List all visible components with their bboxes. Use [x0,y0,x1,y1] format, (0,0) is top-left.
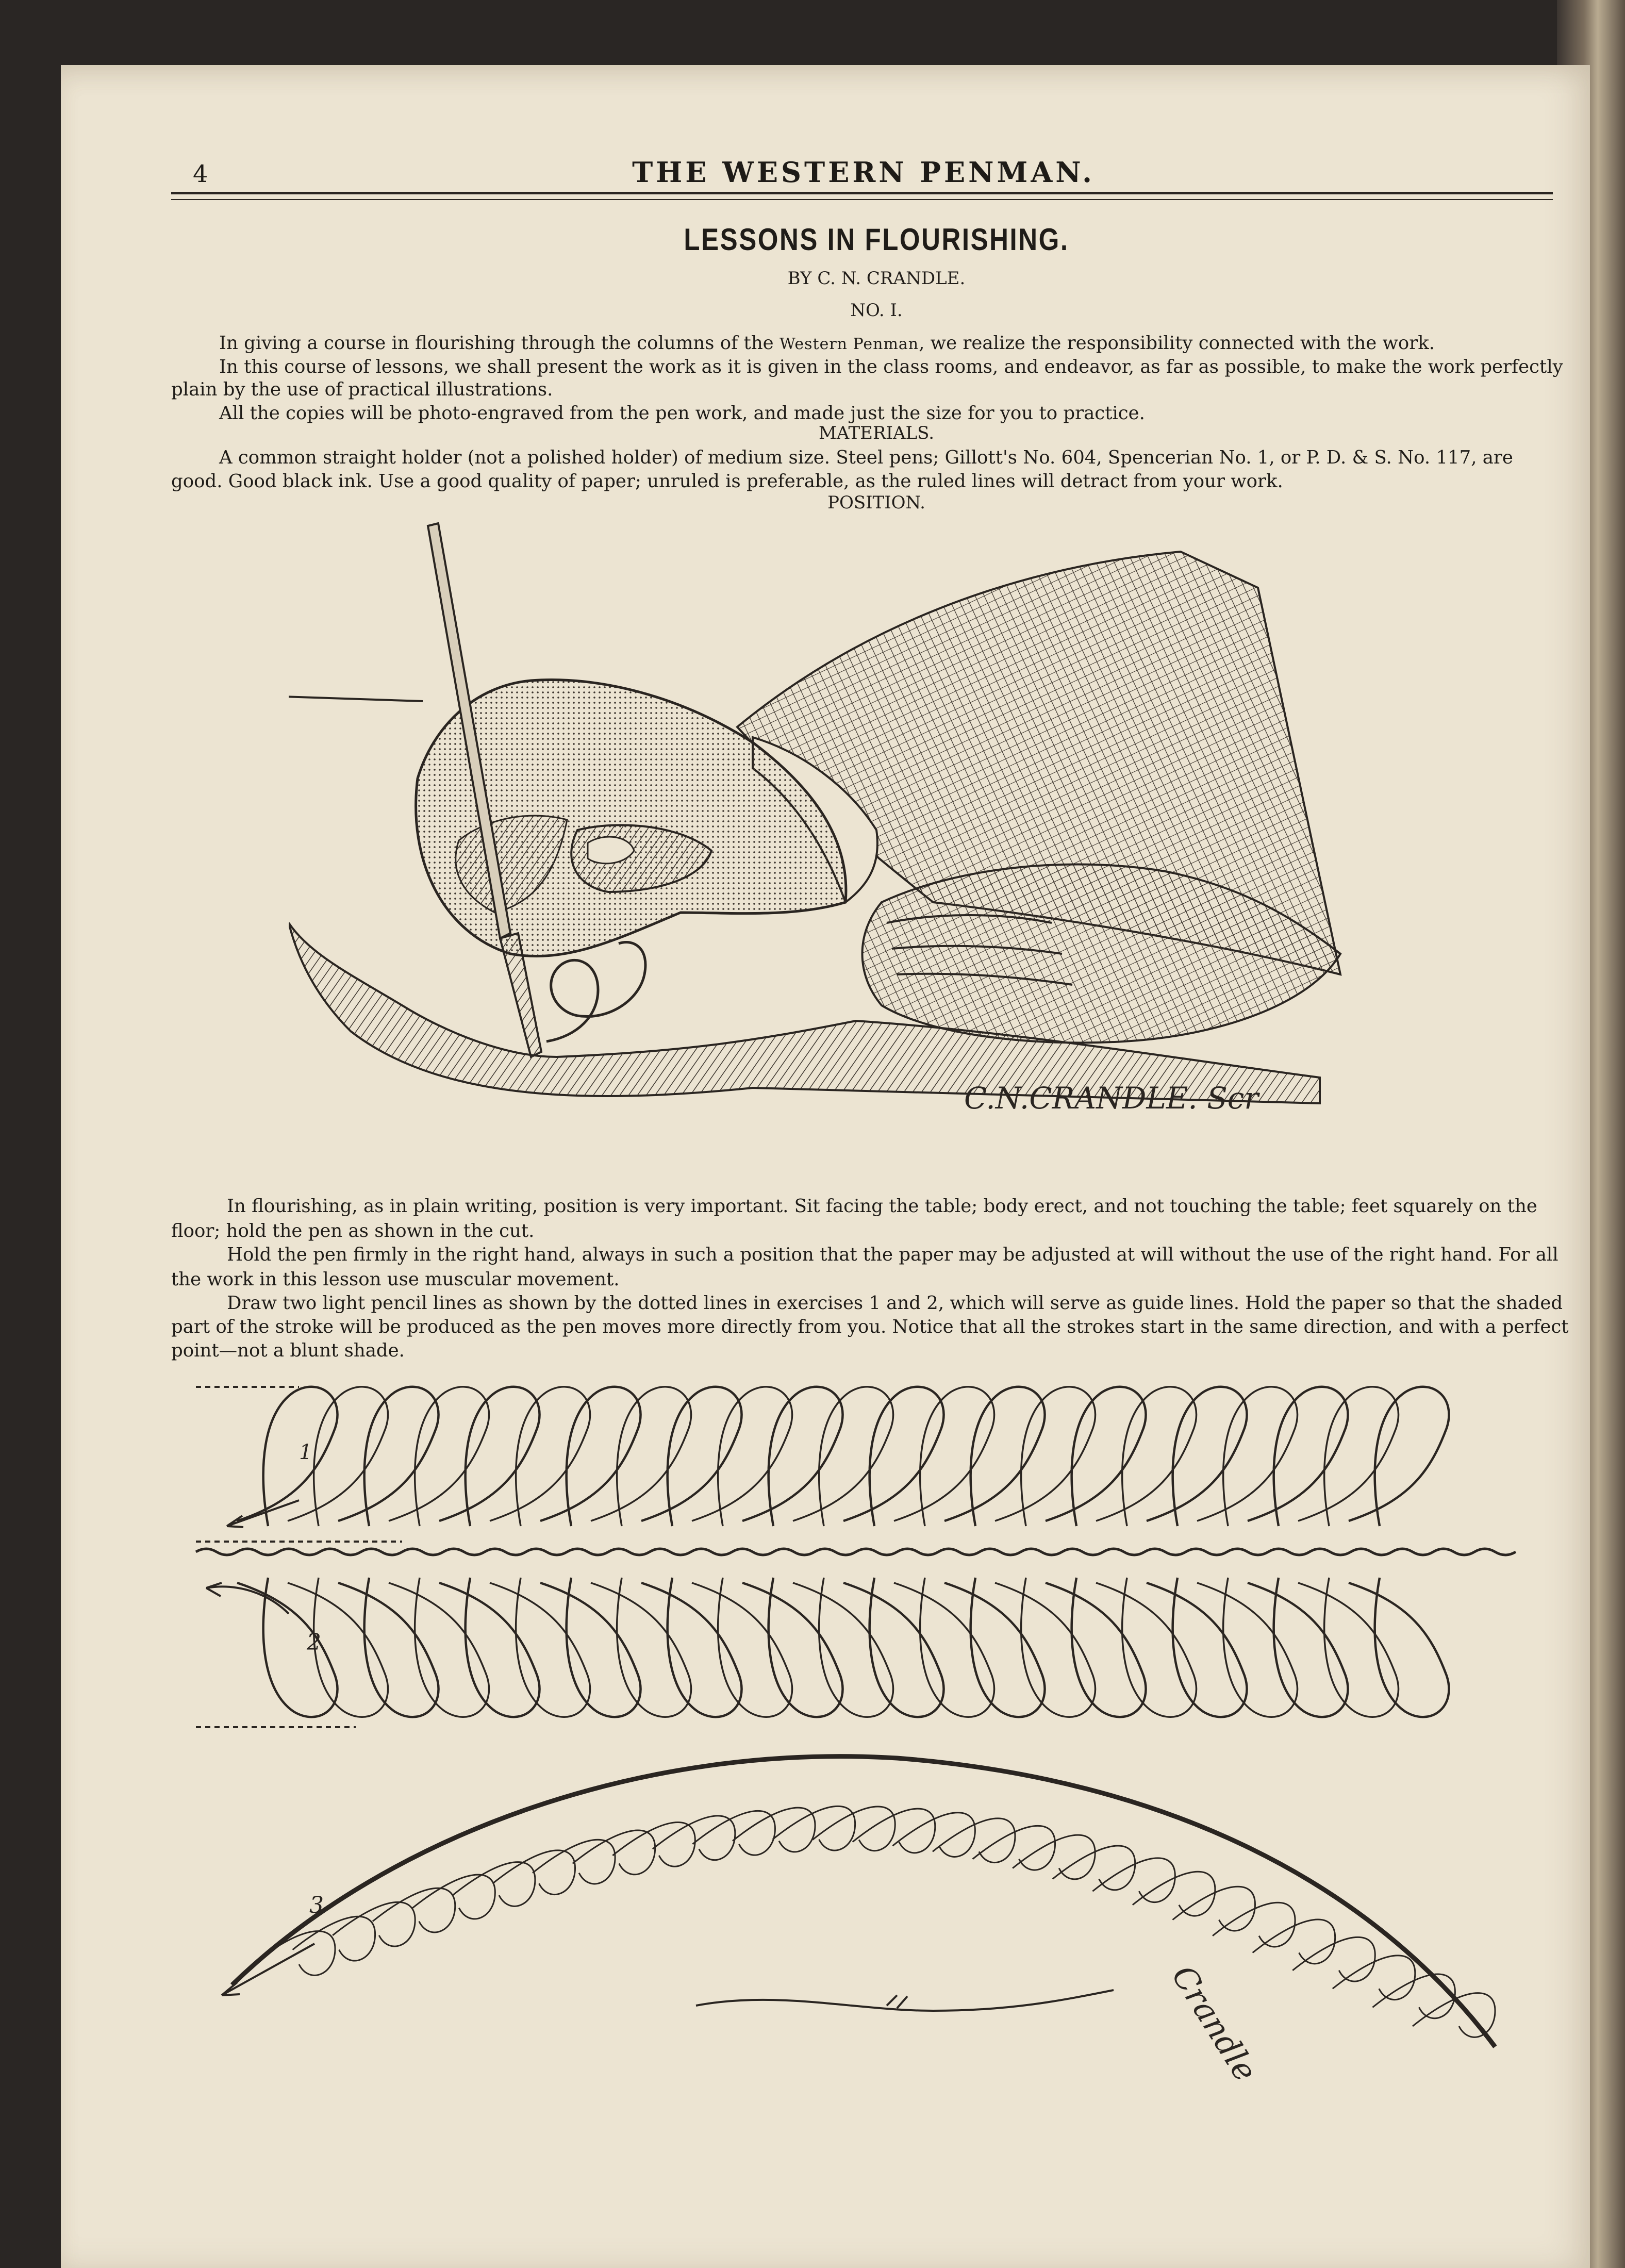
journal-title: THE WESTERN PENMAN. [632,156,1095,189]
position-line-5: Draw two light pencil lines as shown by the dotted lines in exercises 1 and 2, which will serve as guide lines. Hold the paper so that the shaded [227,1293,1563,1314]
position-line-1: In flourishing, as in plain writing, position is very important. Sit facing the table; body erect, and not touching the table; feet squarely on the [227,1196,1537,1217]
arrow-1 [227,1500,299,1527]
lesson-number: NO. I. [850,300,903,321]
position-line-4: the work in this lesson use muscular movement. [171,1269,620,1290]
exercise-3-loop [773,1806,855,1850]
position-line-2: floor; hold the pen as shown in the cut. [171,1220,535,1241]
pen-flourish [546,942,645,1042]
exercise-3-loop [333,1902,415,1946]
exercise-1-loop [1349,1387,1449,1526]
header-rule [171,192,1553,194]
intro-text-end: , we realize the responsibility connected with the work. [919,333,1435,354]
intro-paragraph-2-line-2: plain by the use of practical illustrations. [171,379,553,400]
journal-name-smallcaps: Western Penman [779,335,919,353]
exercise-3-loop [1292,1937,1375,1981]
exercise-3-label: 3 [309,1892,324,1918]
intro-text: In giving a course in flourishing through the columns of the [219,333,780,354]
exercise-3-loop [733,1808,815,1852]
header-rule-thin [171,199,1553,200]
position-line-7: point—not a blunt shade. [171,1340,405,1361]
exercise-1-label: 1 [299,1441,312,1464]
exercise-3-loop [1213,1902,1295,1947]
byline: BY C. N. CRANDLE. [787,268,966,289]
flourishing-exercises [186,1366,1567,2140]
flourish-tail [696,1990,1114,2011]
hand-holding-pen-illustration [289,510,1423,1165]
wavy-divider [196,1549,1516,1555]
exercise-3-loop [1172,1886,1255,1931]
materials-line-1: A common straight holder (not a polished holder) of medium size. Steel pens; Gillott's No. 604, Spencerian No. 1, or P. D. & S. No. 117, are [219,447,1513,468]
exercise-1 [237,1387,1449,1526]
exercise-2 [237,1578,1449,1717]
intro-paragraph-2-line-1: In this course of lessons, we shall present the work as it is given in the class rooms, and endeavor, as far as possible, to make the work perfectly [219,356,1563,377]
illustration-signature: C.N.CRANDLE. Scr [964,1081,1259,1116]
exercise-2-loop [1349,1578,1449,1717]
exercise-3-loop [1092,1858,1175,1902]
exercise-2-label: 2 [307,1629,321,1656]
exercise-signature: Crandle [1164,1958,1265,2088]
exercise-3 [232,1757,1495,2047]
table-line [289,696,423,701]
article-title: LESSONS IN FLOURISHING. [684,222,1069,257]
intro-paragraph-1 [219,332,1435,356]
exercise-3-loop [813,1807,895,1851]
exercise-3-loop [1053,1846,1135,1890]
position-line-3: Hold the pen firmly in the right hand, always in such a position that the paper may be adjusted at will without the use of the right hand. For all [227,1244,1558,1265]
page-number: 4 [193,160,208,188]
position-heading: POSITION. [827,492,925,513]
exercise-3-loop [1253,1919,1335,1964]
materials-heading: MATERIALS. [818,423,935,443]
position-line-6: part of the stroke will be produced as the pen moves more directly from you. Notice that all the strokes start in the same direction, and with a perfect [171,1316,1569,1337]
exercise-3-loop [1133,1872,1215,1916]
intro-paragraph-3: All the copies will be photo-engraved from the pen work, and made just the size for you to practice. [219,403,1145,424]
materials-line-2: good. Good black ink. Use a good quality of paper; unruled is preferable, as the ruled lines will detract from your work. [171,471,1283,492]
